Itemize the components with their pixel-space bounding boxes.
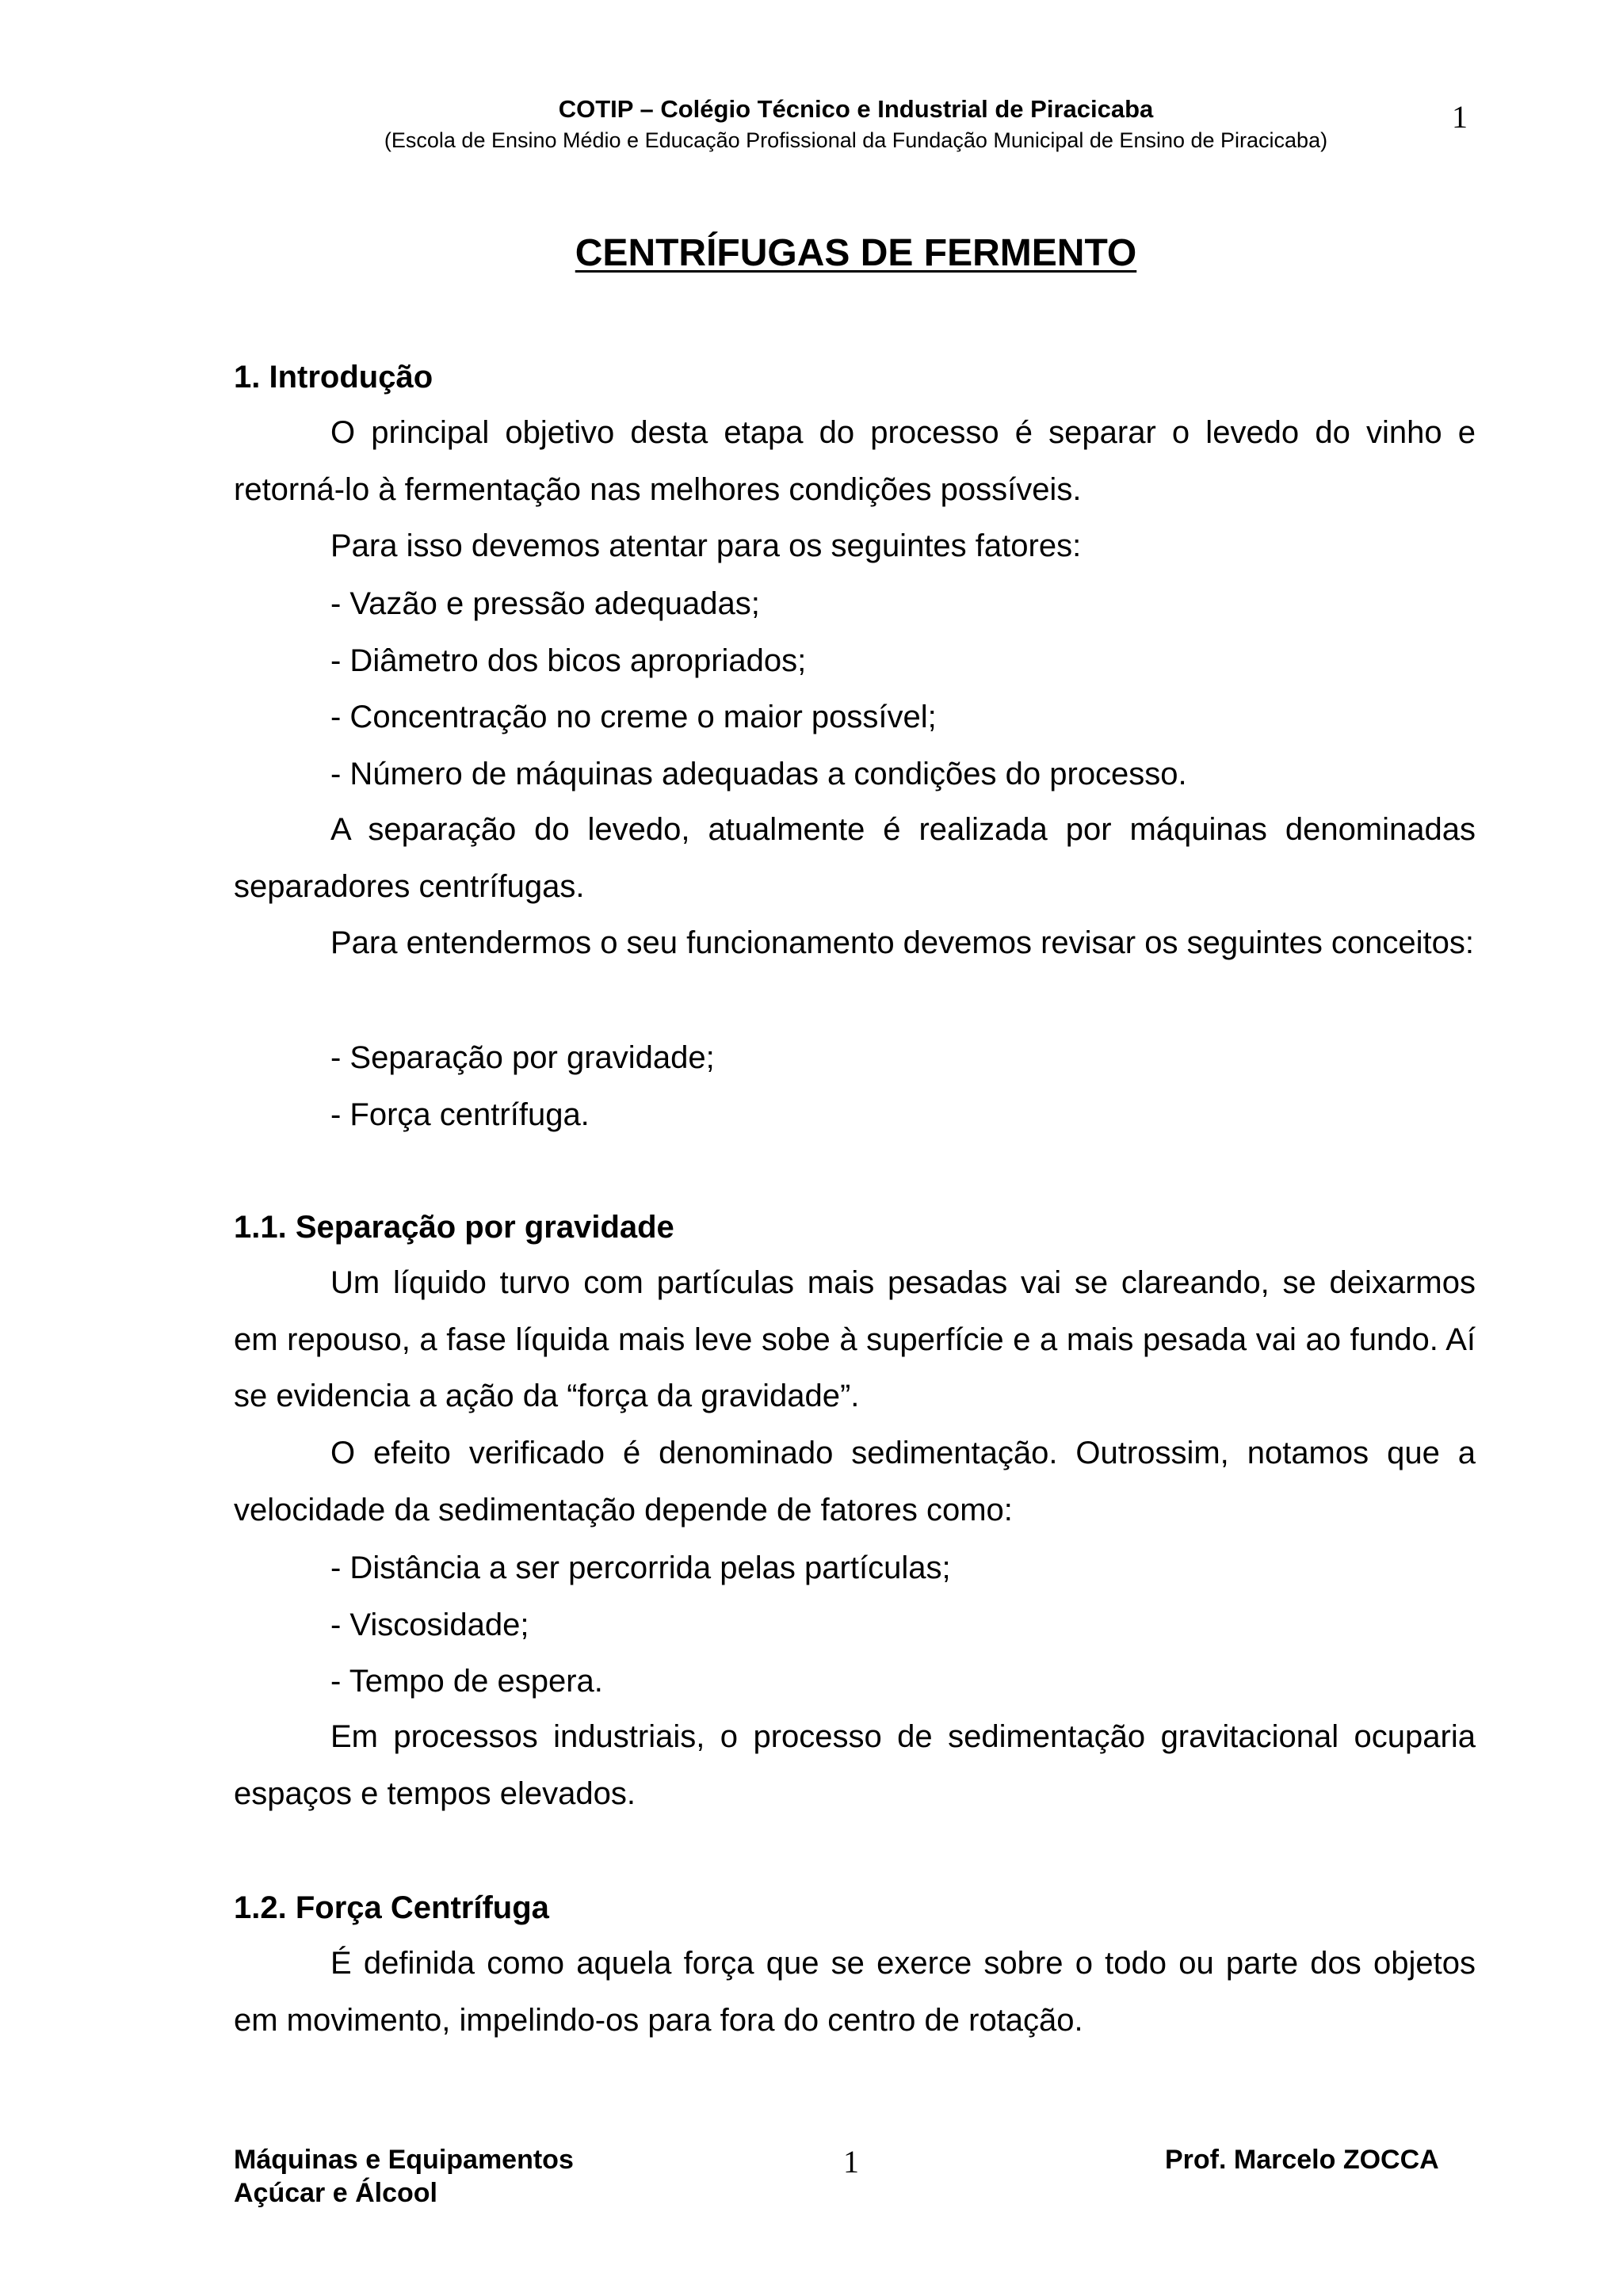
footer-course: [234, 2143, 574, 2210]
list-item: - Distância a ser percorrida pelas partículas;: [330, 1550, 951, 1585]
footer-course-line1: Máquinas e Equipamentos: [234, 2145, 574, 2175]
list-item: - Tempo de espera.: [330, 1664, 603, 1699]
header-institution: COTIP – Colégio Técnico e Industrial de Piracicaba: [558, 95, 1154, 123]
document-title: CENTRÍFUGAS DE FERMENTO: [575, 232, 1137, 274]
list-item: - Concentração no creme o maior possível;: [330, 700, 937, 734]
section-heading-introducao: 1. Introdução: [234, 360, 433, 395]
list-item: - Viscosidade;: [330, 1608, 529, 1642]
paragraph: O principal objetivo desta etapa do processo é separar o levedo do vinho e retorná-lo à fermentação nas melhores condições possíveis.: [234, 415, 1476, 507]
list-item: - Separação por gravidade;: [330, 1040, 715, 1075]
paragraph: O efeito verificado é denominado sedimentação. Outrossim, notamos que a velocidade da sedimentação depende de fatores como:: [234, 1436, 1476, 1527]
paragraph: Para isso devemos atentar para os seguintes fatores:: [330, 528, 1082, 563]
header-page-number: 1: [1452, 99, 1468, 135]
list-item: - Vazão e pressão adequadas;: [330, 586, 760, 621]
list-item: - Número de máquinas adequadas a condições do processo.: [330, 757, 1187, 791]
footer-course-line2: Açúcar e Álcool: [234, 2178, 437, 2208]
header-subtitle: (Escola de Ensino Médio e Educação Profissional da Fundação Municipal de Ensino de Piracicaba): [384, 128, 1328, 152]
section-heading-forca-centrifuga: 1.2. Força Centrífuga: [234, 1890, 549, 1925]
paragraph: Em processos industriais, o processo de sedimentação gravitacional ocuparia espaços e tempos elevados.: [234, 1719, 1476, 1811]
footer-page-number: 1: [843, 2144, 859, 2180]
paragraph: A separação do levedo, atualmente é realizada por máquinas denominadas separadores centrífugas.: [234, 812, 1476, 904]
paragraph: Para entendermos o seu funcionamento devemos revisar os seguintes conceitos:: [330, 925, 1475, 960]
section-heading-gravidade: 1.1. Separação por gravidade: [234, 1210, 674, 1245]
paragraph: É definida como aquela força que se exerce sobre o todo ou parte dos objetos em movimento, impelindo-os para fora do centro de rotação.: [234, 1946, 1476, 2038]
list-item: - Diâmetro dos bicos apropriados;: [330, 643, 807, 678]
list-item: - Força centrífuga.: [330, 1097, 590, 1132]
paragraph: Um líquido turvo com partículas mais pesadas vai se clareando, se deixarmos em repouso, a fase líquida mais leve sobe à superfície e a mais pesada vai ao fundo. Aí se evidencia a ação da “força da gravidade”.: [234, 1265, 1476, 1413]
footer-author: Prof. Marcelo ZOCCA: [1165, 2145, 1439, 2175]
